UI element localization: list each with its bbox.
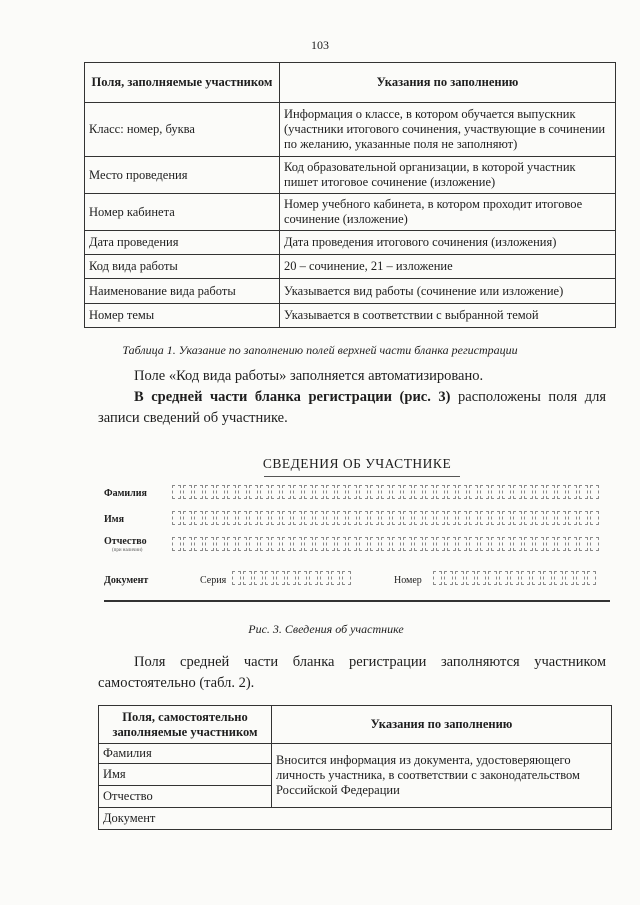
char-cell <box>414 537 423 551</box>
char-cell <box>205 511 214 525</box>
char-cell <box>381 485 390 499</box>
char-cell <box>205 485 214 499</box>
number-label: Номер <box>394 575 422 586</box>
char-cell <box>557 511 566 525</box>
char-cell <box>590 485 599 499</box>
char-cell <box>543 571 552 585</box>
char-cell <box>521 571 530 585</box>
char-cell <box>271 537 280 551</box>
fill-instructions-table-middle <box>98 705 612 830</box>
char-cell <box>568 511 577 525</box>
char-cell <box>282 537 291 551</box>
char-cell <box>587 571 596 585</box>
table-cell: Место проведения <box>85 157 280 194</box>
char-cell <box>535 485 544 499</box>
char-cell <box>491 537 500 551</box>
char-cell <box>238 537 247 551</box>
char-cell <box>455 571 464 585</box>
surname-label: Фамилия <box>104 488 147 499</box>
char-cell <box>315 485 324 499</box>
char-cell <box>194 485 203 499</box>
char-cell <box>282 511 291 525</box>
char-cell <box>337 511 346 525</box>
char-cell <box>298 571 307 585</box>
table-header: Поля, заполняемые участником <box>85 63 280 103</box>
table-cell: 20 – сочинение, 21 – изложение <box>280 255 616 279</box>
char-cell <box>381 511 390 525</box>
figure-bottom-rule <box>104 600 610 602</box>
char-cell <box>469 485 478 499</box>
paragraph-self-fill: Поля средней части бланка регистрации заполняются участником самостоятельно (табл. 2). <box>98 654 606 691</box>
char-cell <box>502 537 511 551</box>
char-cell <box>326 485 335 499</box>
char-cell <box>183 537 192 551</box>
char-cell <box>403 537 412 551</box>
char-cell <box>238 485 247 499</box>
char-cell <box>254 571 263 585</box>
char-cell <box>480 485 489 499</box>
char-cell <box>425 537 434 551</box>
char-cell <box>293 511 302 525</box>
char-cell <box>436 511 445 525</box>
char-cell <box>370 485 379 499</box>
char-cell <box>458 485 467 499</box>
table-header: Поля, самостоятельно заполняемые участником <box>99 706 272 744</box>
table-cell: Номер темы <box>85 304 280 328</box>
figure-title-underline <box>264 476 460 477</box>
char-cell <box>557 537 566 551</box>
char-cell <box>293 485 302 499</box>
char-cell <box>227 485 236 499</box>
char-cell <box>260 511 269 525</box>
char-cell <box>513 485 522 499</box>
char-cell <box>205 537 214 551</box>
char-cell <box>502 485 511 499</box>
char-cell <box>436 485 445 499</box>
char-cell <box>183 485 192 499</box>
char-cell <box>535 511 544 525</box>
paragraph-middle-section <box>98 387 606 429</box>
char-cell <box>183 511 192 525</box>
figure-caption: Рис. 3. Сведения об участнике <box>248 622 404 636</box>
name-cells <box>172 511 599 525</box>
char-cell <box>469 537 478 551</box>
table-cell: Отчество <box>99 786 272 808</box>
table-cell: Номер кабинета <box>85 194 280 231</box>
char-cell <box>403 485 412 499</box>
char-cell <box>524 485 533 499</box>
char-cell <box>304 537 313 551</box>
table-cell: Дата проведения итогового сочинения (изложения) <box>280 231 616 255</box>
char-cell <box>265 571 274 585</box>
char-cell <box>557 485 566 499</box>
document-label: Документ <box>104 575 149 586</box>
char-cell <box>480 537 489 551</box>
char-cell <box>315 537 324 551</box>
char-cell <box>477 571 486 585</box>
char-cell <box>348 537 357 551</box>
char-cell <box>392 485 401 499</box>
char-cell <box>381 537 390 551</box>
char-cell <box>320 571 329 585</box>
char-cell <box>370 537 379 551</box>
char-cell <box>546 537 555 551</box>
char-cell <box>331 571 340 585</box>
series-label: Серия <box>200 575 227 586</box>
char-cell <box>243 571 252 585</box>
char-cell <box>337 485 346 499</box>
figure-title: СВЕДЕНИЯ ОБ УЧАСТНИКЕ <box>262 456 452 471</box>
char-cell <box>458 537 467 551</box>
table-cell: Код вида работы <box>85 255 280 279</box>
paragraph-text: расположены поля для записи сведений об участнике. <box>98 389 606 426</box>
char-cell <box>304 511 313 525</box>
char-cell <box>238 511 247 525</box>
char-cell <box>513 511 522 525</box>
table-header: Указания по заполнению <box>272 706 612 744</box>
char-cell <box>271 485 280 499</box>
char-cell <box>414 511 423 525</box>
char-cell <box>447 537 456 551</box>
char-cell <box>326 537 335 551</box>
char-cell <box>304 485 313 499</box>
char-cell <box>370 511 379 525</box>
char-cell <box>232 571 241 585</box>
char-cell <box>249 485 258 499</box>
char-cell <box>260 485 269 499</box>
char-cell <box>513 537 522 551</box>
char-cell <box>414 485 423 499</box>
char-cell <box>326 511 335 525</box>
char-cell <box>436 537 445 551</box>
char-cell <box>447 511 456 525</box>
table-cell: Документ <box>99 808 612 830</box>
char-cell <box>287 571 296 585</box>
char-cell <box>348 511 357 525</box>
char-cell <box>554 571 563 585</box>
char-cell <box>172 485 181 499</box>
table-cell: Код образовательной организации, в которой участник пишет итоговое сочинение (изложение) <box>280 157 616 194</box>
char-cell <box>579 485 588 499</box>
table-cell: Номер учебного кабинета, в котором проходит итоговое сочинение (изложение) <box>280 194 616 231</box>
char-cell <box>216 537 225 551</box>
char-cell <box>359 537 368 551</box>
bold-text: В средней части бланка регистрации (рис. 3) <box>134 389 451 405</box>
char-cell <box>524 537 533 551</box>
table-cell: Указывается в соответствии с выбранной темой <box>280 304 616 328</box>
number-cells <box>433 571 596 585</box>
char-cell <box>590 511 599 525</box>
char-cell <box>403 511 412 525</box>
char-cell <box>579 511 588 525</box>
char-cell <box>499 571 508 585</box>
char-cell <box>271 511 280 525</box>
char-cell <box>447 485 456 499</box>
char-cell <box>576 571 585 585</box>
char-cell <box>590 537 599 551</box>
char-cell <box>579 537 588 551</box>
char-cell <box>359 485 368 499</box>
char-cell <box>488 571 497 585</box>
paragraph-auto-field: Поле «Код вида работы» заполняется автоматизировано. <box>134 368 484 384</box>
char-cell <box>348 485 357 499</box>
char-cell <box>469 511 478 525</box>
char-cell <box>425 511 434 525</box>
char-cell <box>466 571 475 585</box>
table1-caption: Таблица 1. Указание по заполнению полей верхней части бланка регистрации <box>122 343 518 357</box>
char-cell <box>535 537 544 551</box>
char-cell <box>565 571 574 585</box>
series-cells <box>232 571 351 585</box>
char-cell <box>172 511 181 525</box>
table-cell-instruction: Вносится информация из документа, удостоверяющего личность участника, в соответствии с законодательством Российской Федерации <box>272 744 612 808</box>
char-cell <box>216 511 225 525</box>
char-cell <box>568 485 577 499</box>
char-cell <box>276 571 285 585</box>
char-cell <box>532 571 541 585</box>
char-cell <box>216 485 225 499</box>
patronymic-label: Отчество <box>104 536 147 547</box>
page-number: 103 <box>311 38 329 52</box>
char-cell <box>568 537 577 551</box>
table-cell: Фамилия <box>99 744 272 764</box>
char-cell <box>444 571 453 585</box>
char-cell <box>309 571 318 585</box>
char-cell <box>249 537 258 551</box>
char-cell <box>458 511 467 525</box>
table-cell: Имя <box>99 764 272 786</box>
char-cell <box>480 511 489 525</box>
table-header: Указания по заполнению <box>280 63 616 103</box>
char-cell <box>510 571 519 585</box>
fill-instructions-table-top <box>84 62 616 328</box>
table-cell: Наименование вида работы <box>85 279 280 304</box>
char-cell <box>194 537 203 551</box>
char-cell <box>315 511 324 525</box>
table-cell: Указывается вид работы (сочинение или изложение) <box>280 279 616 304</box>
table-cell: Информация о классе, в котором обучается выпускник (участники итогового сочинения, участвующие в сочинении по желанию, указанные поля не заполняют) <box>280 103 616 157</box>
table-cell: Класс: номер, буква <box>85 103 280 157</box>
patronymic-cells <box>172 537 599 551</box>
char-cell <box>433 571 442 585</box>
patronymic-note: (при наличии) <box>112 548 143 553</box>
char-cell <box>249 511 258 525</box>
char-cell <box>546 485 555 499</box>
char-cell <box>282 485 291 499</box>
char-cell <box>425 485 434 499</box>
char-cell <box>337 537 346 551</box>
name-label: Имя <box>104 514 124 525</box>
char-cell <box>342 571 351 585</box>
char-cell <box>502 511 511 525</box>
char-cell <box>227 537 236 551</box>
char-cell <box>524 511 533 525</box>
char-cell <box>293 537 302 551</box>
char-cell <box>392 537 401 551</box>
surname-cells <box>172 485 599 499</box>
char-cell <box>491 511 500 525</box>
char-cell <box>194 511 203 525</box>
char-cell <box>491 485 500 499</box>
char-cell <box>546 511 555 525</box>
char-cell <box>260 537 269 551</box>
char-cell <box>392 511 401 525</box>
table-cell: Дата проведения <box>85 231 280 255</box>
char-cell <box>227 511 236 525</box>
participant-info-figure <box>104 452 610 604</box>
char-cell <box>172 537 181 551</box>
char-cell <box>359 511 368 525</box>
